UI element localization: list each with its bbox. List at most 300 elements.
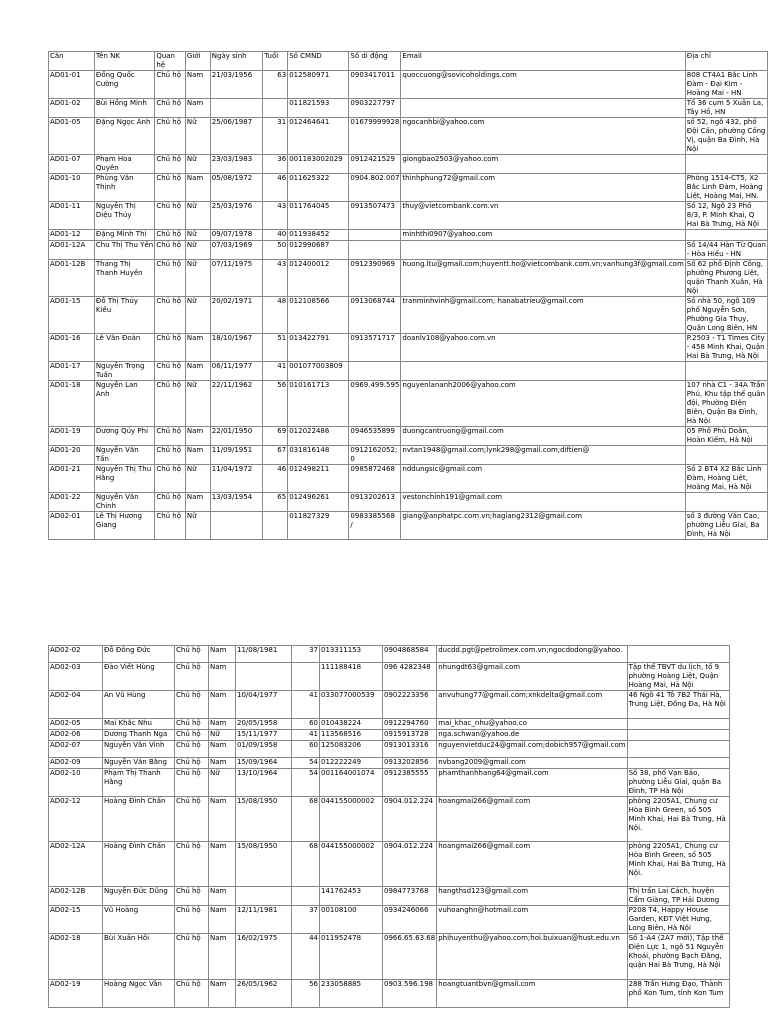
cell-gioi: Nữ: [185, 381, 210, 427]
cell-email: [401, 241, 685, 260]
cell-can: AD02-01: [49, 512, 95, 540]
cell-tuoi: [292, 887, 320, 906]
cell-can: AD01-05: [49, 118, 95, 155]
cell-sdt: 0912390969: [349, 260, 401, 297]
cell-gioi: Nam: [209, 934, 236, 980]
cell-ten: Phùng Văn Thịnh: [94, 174, 154, 202]
cell-gioi: Nữ: [209, 730, 236, 741]
cell-can: AD02-15: [49, 906, 103, 934]
cell-ten: Bùi Hồng Minh: [94, 99, 154, 118]
table-row: [49, 174, 768, 202]
cell-ten: Nguyễn Văn Tấn: [94, 446, 154, 465]
cell-cmnd: 010438224: [320, 719, 383, 730]
cell-ngaysinh: 15/11/1977: [236, 730, 292, 741]
cell-cmnd: 113568516: [320, 730, 383, 741]
residents-table-2: [48, 645, 730, 1008]
cell-can: AD01-12B: [49, 260, 95, 297]
cell-sdt: 0902223356: [383, 691, 437, 719]
cell-sdt: 0913068744: [349, 297, 401, 334]
cell-ten: Nguyễn Đức Dũng: [103, 887, 175, 906]
cell-ten: Bùi Xuân Hồi: [103, 934, 175, 980]
cell-quanhe: Chủ hộ: [175, 842, 209, 887]
cell-gioi: Nam: [185, 427, 210, 446]
cell-can: AD01-20: [49, 446, 95, 465]
cell-ten: Phạm Thị Thanh Hằng: [103, 769, 175, 797]
cell-ngaysinh: 10/04/1977: [236, 691, 292, 719]
cell-cmnd: 011625322: [288, 174, 349, 202]
cell-ten: Mai Khắc Nhu: [103, 719, 175, 730]
cell-tuoi: 31: [263, 118, 288, 155]
cell-ten: Đào Viết Hùng: [103, 663, 175, 691]
cell-gioi: Nam: [209, 887, 236, 906]
table-row: [49, 730, 730, 741]
cell-ten: Nguyễn Lan Anh: [94, 381, 154, 427]
cell-quanhe: Chủ hộ: [155, 230, 186, 241]
cell-ngaysinh: 09/07/1978: [210, 230, 263, 241]
table-row: [49, 493, 768, 512]
cell-gioi: Nam: [209, 980, 236, 1008]
cell-can: AD01-21: [49, 465, 95, 493]
cell-cmnd: 011952478: [320, 934, 383, 980]
cell-cmnd: 012222249: [320, 758, 383, 769]
cell-diachi: Số 1-A4 (2A7 mới), Tập thể Điện Lực 1, ngõ 51 Nguyễn Khoái, phường Bạch Đằng, quận Hai Bà Trưng, Hà Nội: [627, 934, 729, 980]
table-row: [49, 99, 768, 118]
cell-can: AD01-15: [49, 297, 95, 334]
cell-tuoi: 48: [263, 297, 288, 334]
cell-quanhe: Chủ hộ: [155, 260, 186, 297]
cell-sdt: 0913202856: [383, 758, 437, 769]
table-row: [49, 446, 768, 465]
cell-diachi: 107 nhà C1 - 34A Trần Phú, Khu tập thể quân đội, Phường Điện Biên, Quận Ba Đình, Hà Nội: [685, 381, 767, 427]
cell-email: nvbang2009@gmail.com: [437, 758, 627, 769]
cell-tuoi: 68: [292, 797, 320, 842]
cell-quanhe: Chủ hộ: [155, 512, 186, 540]
cell-can: AD01-18: [49, 381, 95, 427]
cell-cmnd: 013311153: [320, 646, 383, 663]
cell-sdt: 0904868584: [383, 646, 437, 663]
table-row: [49, 691, 730, 719]
cell-ten: Hoàng Đình Chấn: [103, 842, 175, 887]
cell-diachi: Phòng 1514-CT5, X2 Bắc Linh Đàm, Hoàng Liệt, Hoàng Mai, HN.: [685, 174, 767, 202]
cell-can: AD01-02: [49, 99, 95, 118]
cell-sdt: [349, 241, 401, 260]
cell-sdt: 0913507473: [349, 202, 401, 230]
table-row: [49, 297, 768, 334]
cell-tuoi: [292, 663, 320, 691]
table-row: [49, 646, 730, 663]
cell-quanhe: Chủ hộ: [155, 465, 186, 493]
cell-can: AD01-16: [49, 334, 95, 362]
cell-email: [401, 99, 685, 118]
table-row: [49, 202, 768, 230]
cell-ngaysinh: 16/02/1975: [236, 934, 292, 980]
cell-ten: Nguyễn Văn Vinh: [103, 741, 175, 758]
cell-sdt: 0946535899: [349, 427, 401, 446]
cell-can: AD02-05: [49, 719, 103, 730]
cell-gioi: Nữ: [185, 155, 210, 174]
cell-tuoi: 41: [263, 362, 288, 381]
cell-diachi: Số 62 phố Định Công, phường Phương Liệt, quận Thanh Xuân, Hà Nội: [685, 260, 767, 297]
cell-quanhe: Chủ hộ: [175, 663, 209, 691]
cell-gioi: Nam: [209, 842, 236, 887]
header-cmnd: Số CMND: [288, 52, 349, 71]
cell-ten: Nguyễn Trọng Tuấn: [94, 362, 154, 381]
cell-cmnd: 001183002029: [288, 155, 349, 174]
cell-tuoi: 41: [292, 730, 320, 741]
cell-ngaysinh: 11/04/1972: [210, 465, 263, 493]
cell-can: AD01-10: [49, 174, 95, 202]
cell-gioi: Nam: [185, 362, 210, 381]
cell-ten: Dương Qúy Phi: [94, 427, 154, 446]
cell-ten: Đỗ Thị Thúy Kiều: [94, 297, 154, 334]
cell-tuoi: 46: [263, 174, 288, 202]
cell-can: AD02-02: [49, 646, 103, 663]
table-row: [49, 118, 768, 155]
cell-cmnd: 013422791: [288, 334, 349, 362]
cell-diachi: 288 Trần Hưng Đạo, Thành phố Kon Tum, tỉnh Kon Tum: [627, 980, 729, 1008]
cell-ten: Phạm Hoa Quyên: [94, 155, 154, 174]
cell-cmnd: 00108100: [320, 906, 383, 934]
cell-cmnd: 012022486: [288, 427, 349, 446]
cell-email: tranminhvinh@gmail.com; hanabatrieu@gmail.com: [401, 297, 685, 334]
cell-can: AD02-04: [49, 691, 103, 719]
header-ten: Tên NK: [94, 52, 154, 71]
cell-tuoi: 60: [292, 719, 320, 730]
cell-sdt: 0983385568 /: [349, 512, 401, 540]
cell-tuoi: 69: [263, 427, 288, 446]
cell-cmnd: 033077000539: [320, 691, 383, 719]
table-row: [49, 758, 730, 769]
cell-cmnd: 044155000002: [320, 797, 383, 842]
cell-sdt: 0934246066: [383, 906, 437, 934]
cell-tuoi: 37: [292, 906, 320, 934]
cell-tuoi: 56: [292, 980, 320, 1008]
cell-gioi: Nữ: [185, 465, 210, 493]
cell-quanhe: Chủ hộ: [155, 174, 186, 202]
cell-ngaysinh: 15/08/1950: [236, 797, 292, 842]
cell-cmnd: 012580971: [288, 71, 349, 99]
cell-ngaysinh: 05/08/1972: [210, 174, 263, 202]
cell-diachi: [685, 155, 767, 174]
cell-can: AD02-12B: [49, 887, 103, 906]
table-row: [49, 334, 768, 362]
cell-ten: Nguyễn Văn Chinh: [94, 493, 154, 512]
cell-sdt: 0912421529: [349, 155, 401, 174]
cell-cmnd: 001077003809: [288, 362, 349, 381]
cell-ngaysinh: 25/03/1976: [210, 202, 263, 230]
cell-ngaysinh: 11/08/1981: [236, 646, 292, 663]
cell-sdt: 0903227797: [349, 99, 401, 118]
cell-quanhe: Chủ hộ: [155, 118, 186, 155]
cell-email: nvtan1948@gmail.com;lynk298@gmail.com;diftien@: [401, 446, 685, 465]
cell-sdt: [349, 230, 401, 241]
table-row: [49, 842, 730, 887]
cell-quanhe: Chủ hộ: [175, 769, 209, 797]
cell-cmnd: 011938452: [288, 230, 349, 241]
cell-diachi: Số 14/44 Hàn Từ Quan - Hòa Hiếu - HN: [686, 241, 766, 258]
cell-tuoi: 63: [263, 71, 288, 99]
cell-gioi: Nữ: [185, 118, 210, 155]
cell-ngaysinh: 18/10/1967: [210, 334, 263, 362]
cell-gioi: Nữ: [185, 241, 210, 260]
cell-quanhe: Chủ hộ: [175, 691, 209, 719]
cell-ngaysinh: 13/10/1964: [236, 769, 292, 797]
cell-gioi: Nam: [185, 99, 210, 118]
cell-sdt: 0903.596.198: [383, 980, 437, 1008]
cell-diachi: số 3 đường Văn Cao, phường Liễu Giai, Ba Đình, Hà Nội: [685, 512, 767, 540]
cell-diachi: [627, 719, 729, 730]
cell-sdt: 01679999928: [349, 118, 401, 155]
cell-tuoi: 51: [263, 334, 288, 362]
cell-can: AD02-06: [49, 730, 103, 741]
cell-gioi: Nữ: [209, 769, 236, 797]
cell-tuoi: 54: [292, 769, 320, 797]
cell-diachi: Số 38, phố Vạn Bảo, phường Liễu Giai, quận Ba Đình, TP Hà Nội: [627, 769, 729, 797]
cell-sdt: 0913571717: [349, 334, 401, 362]
table-row: [49, 719, 730, 730]
cell-quanhe: Chủ hộ: [175, 741, 209, 758]
cell-diachi: Số 2 BT4 X2 Bắc Linh Đàm, Hoàng Liệt, Hoàng Mai, Hà Nội: [685, 465, 767, 493]
cell-email: ducdd.pgt@petrolimex.com.vn;ngocdodong@yahoo.: [437, 646, 627, 663]
header-can: Căn: [49, 52, 95, 71]
cell-cmnd: 011821593: [288, 99, 349, 118]
cell-ngaysinh: 15/08/1950: [236, 842, 292, 887]
cell-email: thuy@vietcombank.com.vn: [401, 202, 685, 230]
cell-can: AD02-07: [49, 741, 103, 758]
cell-tuoi: 56: [263, 381, 288, 427]
cell-quanhe: Chủ hộ: [155, 362, 186, 381]
cell-ngaysinh: 26/05/1962: [236, 980, 292, 1008]
cell-diachi: phòng 2205A1, Chung cư Hòa Bình Green, số 505 Minh Khai, Hai Bà Trưng, Hà Nội.: [627, 797, 729, 842]
cell-tuoi: [263, 99, 288, 118]
cell-gioi: Nữ: [185, 260, 210, 297]
cell-quanhe: Chủ hộ: [155, 99, 186, 118]
cell-sdt: 096 4282348: [383, 663, 437, 691]
cell-gioi: Nam: [209, 646, 236, 663]
cell-ten: Vũ Hoàng: [103, 906, 175, 934]
cell-tuoi: 68: [292, 842, 320, 887]
cell-ten: Lê Văn Đoàn: [94, 334, 154, 362]
cell-ngaysinh: 15/09/1964: [236, 758, 292, 769]
cell-sdt: 0912294760: [383, 719, 437, 730]
cell-cmnd: 010161713: [288, 381, 349, 427]
cell-tuoi: 40: [263, 230, 288, 241]
cell-gioi: Nam: [209, 797, 236, 842]
cell-can: AD02-10: [49, 769, 103, 797]
cell-ten: Dương Thanh Nga: [103, 730, 175, 741]
cell-cmnd: 001164001074: [320, 769, 383, 797]
cell-sdt: 0984773768: [383, 887, 437, 906]
cell-diachi: 808 CT4A1 Bắc Linh Đàm - Đại Kim - Hoàng Mai - HN: [685, 71, 767, 99]
cell-gioi: Nam: [209, 691, 236, 719]
cell-email: hoangmai266@gmail.com: [437, 842, 627, 887]
cell-diachi: [627, 730, 729, 741]
table-row: [49, 663, 730, 691]
cell-can: AD01-11: [49, 202, 95, 230]
cell-email: huong.ltu@gmail.com;huyentt.ho@vietcombank.com.vn;vanhung3f@gmail.com: [401, 260, 685, 297]
cell-quanhe: Chủ hộ: [175, 797, 209, 842]
table-row: [49, 512, 768, 540]
cell-sdt: 0903417011: [349, 71, 401, 99]
cell-cmnd: 125083206: [320, 741, 383, 758]
cell-sdt: 0913202613: [349, 493, 401, 512]
cell-can: AD02-09: [49, 758, 103, 769]
cell-diachi: phòng 2205A1, Chung cư Hòa Bình Green, số 505 Minh Khai, Hai Bà Trưng, Hà Nội.: [627, 842, 729, 887]
cell-gioi: Nam: [209, 758, 236, 769]
cell-sdt: 0969.499.595: [349, 381, 401, 427]
cell-cmnd: 012108566: [288, 297, 349, 334]
cell-ngaysinh: 25/06/1987: [210, 118, 263, 155]
cell-ngaysinh: 11/09/1951: [210, 446, 263, 465]
cell-ten: Nguyễn Thị Diệu Thúy: [94, 202, 154, 230]
cell-can: AD02-19: [49, 980, 103, 1008]
cell-can: AD02-12A: [49, 842, 103, 887]
cell-diachi: [627, 758, 729, 769]
cell-ngaysinh: 23/03/1983: [210, 155, 263, 174]
cell-email: nddungsic@gmail.com: [401, 465, 685, 493]
cell-diachi: Tập thể TBVT du lịch, tổ 9 phường Hoàng Liệt, Quận Hoàng Mai, Hà Nội: [627, 663, 729, 691]
cell-tuoi: 43: [263, 202, 288, 230]
cell-tuoi: 37: [292, 646, 320, 663]
cell-sdt: 0904.802.007: [349, 174, 401, 202]
cell-gioi: Nam: [185, 71, 210, 99]
cell-ten: Hoàng Ngọc Vân: [103, 980, 175, 1008]
cell-ngaysinh: [210, 99, 263, 118]
cell-diachi: [685, 230, 767, 241]
cell-ten: Hoàng Đình Chấn: [103, 797, 175, 842]
cell-email: minhthi0907@yahoo.com: [401, 230, 685, 241]
cell-quanhe: Chủ hộ: [155, 427, 186, 446]
cell-gioi: Nam: [185, 174, 210, 202]
cell-can: AD01-12: [49, 230, 95, 241]
cell-ngaysinh: [236, 663, 292, 691]
cell-diachi: Tổ 36 cụm 5 Xuân La, Tây Hồ, HN: [685, 99, 767, 118]
table-row: [49, 887, 730, 906]
cell-email: vestonchinh191@gmail.com: [401, 493, 685, 512]
cell-ngaysinh: 20/02/1971: [210, 297, 263, 334]
cell-cmnd: 111188418: [320, 663, 383, 691]
cell-ngaysinh: 21/03/1956: [210, 71, 263, 99]
cell-email: [401, 362, 685, 381]
residents-table-1: [48, 51, 768, 540]
cell-email: ngocanhbi@yahoo.com: [401, 118, 685, 155]
cell-tuoi: 46: [263, 465, 288, 493]
cell-ten: Chu Thị Thu Yến: [94, 241, 154, 260]
cell-gioi: Nữ: [185, 230, 210, 241]
cell-ten: Lê Thị Hương Giang: [94, 512, 154, 540]
cell-email: thinhphung72@gmail.com: [401, 174, 685, 202]
cell-ngaysinh: [210, 512, 263, 540]
cell-cmnd: 141762453: [320, 887, 383, 906]
header-ngaysinh: Ngày sinh: [210, 52, 263, 71]
cell-tuoi: 44: [292, 934, 320, 980]
table-row: [49, 260, 768, 297]
cell-quanhe: Chủ hộ: [175, 980, 209, 1008]
cell-email: giongbao2503@yahoo.com: [401, 155, 685, 174]
header-quanhe: Quan hệ: [155, 52, 186, 71]
cell-quanhe: Chủ hộ: [155, 297, 186, 334]
table-row: [49, 155, 768, 174]
cell-diachi: Số 12, Ngõ 23 Phố 8/3, P. Minh Khai, Q Hai Bà Trưng, Hà Nội: [685, 202, 767, 230]
cell-quanhe: Chủ hộ: [155, 202, 186, 230]
cell-cmnd: 011827329: [288, 512, 349, 540]
cell-tuoi: 60: [292, 741, 320, 758]
cell-tuoi: 67: [263, 446, 288, 465]
header-sdt: Số di động: [349, 52, 401, 71]
header-tuoi: Tuổi: [263, 52, 288, 71]
cell-sdt: 0912385555: [383, 769, 437, 797]
cell-diachi: 05 Phố Phủ Doãn, Hoàn Kiếm, Hà Nội: [685, 427, 767, 446]
cell-email: hoangtuantbvn@gmail.com: [437, 980, 627, 1008]
cell-email: nga.schwan@yahoo.de: [437, 730, 627, 741]
cell-cmnd: 012496261: [288, 493, 349, 512]
cell-ngaysinh: 12/11/1981: [236, 906, 292, 934]
table-row: [49, 934, 730, 980]
cell-cmnd: 011764045: [288, 202, 349, 230]
cell-quanhe: Chủ hộ: [175, 719, 209, 730]
cell-ten: An Vũ Hùng: [103, 691, 175, 719]
cell-can: AD01-12A: [49, 241, 95, 260]
cell-quanhe: Chủ hộ: [175, 730, 209, 741]
table-row: [49, 241, 768, 260]
cell-tuoi: 43: [263, 260, 288, 297]
cell-email: hangthsd123@gmail.com: [437, 887, 627, 906]
table-row: [49, 71, 768, 99]
cell-email: anvuhung77@gmail.com;xnkdelta@gmail.com: [437, 691, 627, 719]
cell-can: AD02-18: [49, 934, 103, 980]
cell-quanhe: Chủ hộ: [155, 446, 186, 465]
cell-email: phihuyenthu@yahoo.com;hoi.buixuan@hust.edu.vn: [437, 934, 627, 980]
cell-email: phamthanhhang64@gmail.com: [437, 769, 627, 797]
cell-cmnd: 031816148: [288, 446, 349, 465]
cell-cmnd: 044155000002: [320, 842, 383, 887]
cell-diachi: [627, 741, 729, 758]
cell-ngaysinh: 22/01/1950: [210, 427, 263, 446]
cell-gioi: Nữ: [185, 512, 210, 540]
cell-diachi: [685, 362, 767, 381]
cell-tuoi: 36: [263, 155, 288, 174]
cell-gioi: Nam: [185, 446, 210, 465]
header-gioi: Giới: [185, 52, 210, 71]
cell-email: hoangmai266@gmail.com: [437, 797, 627, 842]
cell-sdt: 0966.65.63.68: [383, 934, 437, 980]
cell-quanhe: Chủ hộ: [175, 646, 209, 663]
cell-can: AD01-01: [49, 71, 95, 99]
table-row: [49, 465, 768, 493]
table-row: [49, 230, 768, 241]
cell-ten: Đặng Minh Thi: [94, 230, 154, 241]
cell-email: giang@anphatpc.com.vn;hagiang2312@gmail.com: [401, 512, 685, 540]
cell-ngaysinh: 13/03/1954: [210, 493, 263, 512]
cell-can: AD01-22: [49, 493, 95, 512]
header-row: [49, 52, 768, 71]
cell-gioi: Nam: [209, 663, 236, 691]
table-row: [49, 769, 730, 797]
cell-tuoi: 41: [292, 691, 320, 719]
cell-diachi: [685, 446, 767, 465]
cell-can: AD01-19: [49, 427, 95, 446]
cell-ngaysinh: 06/11/1977: [210, 362, 263, 381]
header-email: Email: [401, 52, 685, 71]
cell-cmnd: 012400012: [288, 260, 349, 297]
cell-ten: Đặng Ngọc Ánh: [94, 118, 154, 155]
cell-sdt: 0985872468: [349, 465, 401, 493]
cell-ten: Nguyễn Thị Thu Hằng: [94, 465, 154, 493]
cell-diachi: Số nhà 50, ngõ 109 phố Nguyễn Sơn, Phường Gia Thụy, Quận Long Biên, HN: [685, 297, 767, 334]
cell-sdt: 0915913728: [383, 730, 437, 741]
cell-ten: Nguyễn Văn Bằng: [103, 758, 175, 769]
cell-email: doanlv108@yahoo.com.vn: [401, 334, 685, 362]
